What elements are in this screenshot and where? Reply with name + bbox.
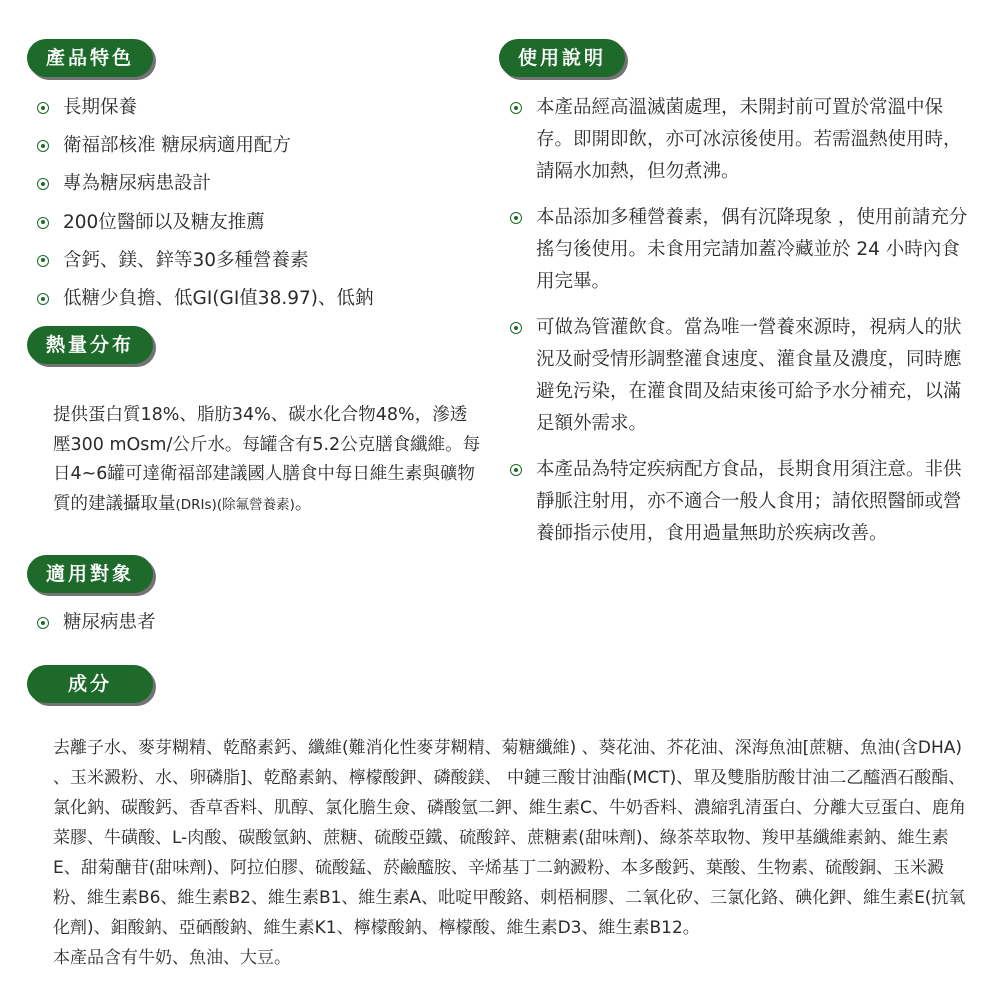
bullet-icon	[510, 322, 522, 334]
list-item: 本產品為特定疾病配方食品，長期食用須注意。非供靜脈注射用，亦不適合一般人食用；請依照醫師或營養師指示使用，食用過量無助於疾病改善。	[510, 454, 970, 550]
features-list	[37, 95, 477, 324]
list-item: 本產品經高溫滅菌處理，未開封前可置於常溫中保存。即開即飲，亦可冰涼後使用。若需溫熱使用時，請隔水加熱，但勿煮沸。	[510, 92, 970, 188]
bullet-icon	[37, 140, 49, 152]
bullet-icon	[37, 293, 49, 305]
allergen-note: 本產品含有牛奶、魚油、大豆。	[53, 948, 291, 968]
list-item: 衛福部核准 糖尿病適用配方	[37, 133, 477, 171]
bullet-icon	[510, 212, 522, 224]
ingredients-list: 去離子水、麥芽糊精、乾酪素鈣、纖維(難消化性麥芽糊精、菊糖纖維) 、葵花油、芥花油、深海魚油[蔗糖、魚油(含DHA) 、玉米澱粉、水、卵磷脂]、乾酪素鈉、檸檬酸鉀、磷酸鎂、 中鏈三酸甘油酯(MCT)、單及雙脂肪酸甘油二乙醯酒石酸酯、氯化鈉、碳酸鈣、香草香料、肌醇、氯化膽生僉、磷酸氫二鉀、維生素C、牛奶香料、濃縮乳清蛋白、分離大豆蛋白、鹿角菜膠、牛磺酸、L-肉酸、碳酸氫鈉、蔗糖、硫酸亞鐵、硫酸鋅、蔗糖素(甜味劑)、綠茶萃取物、羧甲基纖維素鈉、維生素E、甜菊醣苷(甜味劑)、阿拉伯膠、硫酸錳、菸鹼醯胺、辛烯基丁二鈉澱粉、本多酸鈣、葉酸、生物素、硫酸銅、玉米澱粉、維生素B6、維生素B2、維生素B1、維生素A、吡啶甲酸鉻、刺梧桐膠、二氧化矽、三氯化鉻、碘化鉀、維生素E(抗氧化劑)、鉬酸鈉、亞硒酸鈉、維生素K1、檸檬酸鈉、檸檬酸、維生素D3、維生素B12。	[53, 738, 966, 938]
list-item: 糖尿病患者	[37, 610, 477, 636]
calorie-section-title: 熱量分布	[27, 326, 153, 364]
usage-section-title: 使用說明	[499, 39, 625, 77]
bullet-icon	[37, 255, 49, 267]
usage-list	[510, 92, 970, 564]
target-list	[37, 610, 477, 636]
target-section-title: 適用對象	[27, 555, 153, 593]
bullet-icon	[510, 464, 522, 476]
calorie-description: 提供蛋白質18%、脂肪34%、碳水化合物48%，滲透壓300 mOsm/公斤水。每罐含有5.2公克膳食纖維。每日4~6罐可達衛福部建議國人膳食中每日維生素與礦物質的建議攝取量(DRIs)(除氟營養素)。	[53, 405, 481, 514]
list-item: 長期保養	[37, 95, 477, 133]
list-item: 200位醫師以及糖友推薦	[37, 210, 477, 248]
calorie-note: (DRIs)(除氟營養素)	[175, 496, 295, 513]
ingredients-section-title: 成分	[27, 665, 153, 703]
list-item: 本品添加多種營養素，偶有沉降現象 ，使用前請充分搖勻後使用。未食用完請加蓋冷藏並於 24 小時內食用完畢。	[510, 202, 970, 298]
bullet-icon	[510, 102, 522, 114]
bullet-icon	[37, 178, 49, 190]
list-item: 專為糖尿病患設計	[37, 171, 477, 209]
list-item: 低糖少負擔、低GI(GI值38.97)、低鈉	[37, 286, 477, 324]
bullet-icon	[37, 617, 49, 629]
bullet-icon	[37, 217, 49, 229]
features-section-title: 產品特色	[27, 39, 153, 77]
bullet-icon	[37, 102, 49, 114]
list-item: 含鈣、鎂、鋅等30多種營養素	[37, 248, 477, 286]
ingredients-text	[53, 733, 973, 973]
list-item: 可做為管灌飲食。當為唯一營養來源時，視病人的狀況及耐受情形調整灌食速度、灌食量及濃度，同時應避免污染，在灌食間及結束後可給予水分補充，以滿足額外需求。	[510, 312, 970, 440]
